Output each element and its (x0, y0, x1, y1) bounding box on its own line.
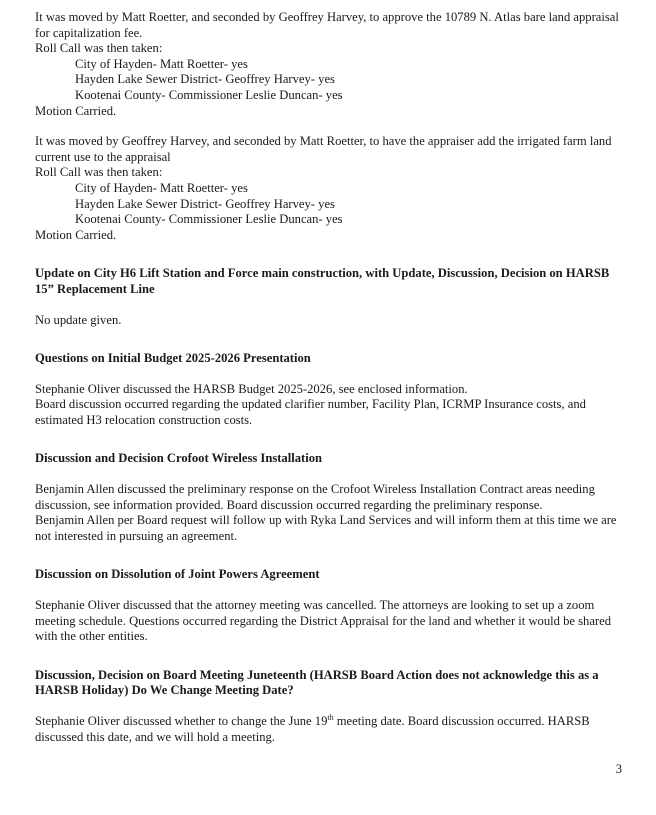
agenda-section (35, 266, 620, 328)
vote-line: Kootenai County- Commissioner Leslie Duncan- yes (75, 87, 343, 102)
motion-text: It was moved by Geoffrey Harvey, and seconded by Matt Roetter, to have the appraiser add the irrigated farm land current use to the appraisal (35, 134, 612, 164)
motion-block (35, 10, 620, 119)
vote-line: Hayden Lake Sewer District- Geoffrey Harvey- yes (75, 196, 335, 211)
document-page (35, 10, 620, 745)
page-number: 3 (615, 762, 622, 776)
section-heading: Update on City H6 Lift Station and Force main construction, with Update, Discussion, Decision on HARSB 15” Replacement Line (35, 266, 610, 296)
ordinal-suffix: th (327, 712, 334, 722)
roll-call-label: Roll Call was then taken: (35, 165, 163, 180)
section-paragraph: Benjamin Allen discussed the preliminary response on the Crofoot Wireless Installation Contract areas needing discussion, see information provided. Board discussion occurred regarding the preliminary response. (35, 482, 595, 512)
section-paragraph: Benjamin Allen per Board request will follow up with Ryka Land Services and will inform them at this time we are not interested in pursuing an agreement. (35, 513, 617, 543)
motion-block (35, 134, 620, 243)
section-paragraph: No update given. (35, 312, 122, 327)
vote-line: Hayden Lake Sewer District- Geoffrey Harvey- yes (75, 72, 335, 87)
motion-result: Motion Carried. (35, 103, 117, 118)
section-paragraph: Stephanie Oliver discussed the HARSB Budget 2025-2026, see enclosed information. (35, 381, 468, 396)
vote-line: City of Hayden- Matt Roetter- yes (75, 56, 248, 71)
agenda-section (35, 567, 620, 644)
vote-line: City of Hayden- Matt Roetter- yes (75, 180, 248, 195)
roll-call-label: Roll Call was then taken: (35, 41, 163, 56)
section-paragraph (35, 714, 620, 745)
motion-result: Motion Carried. (35, 227, 117, 242)
section-paragraph: Board discussion occurred regarding the updated clarifier number, Facility Plan, ICRMP Insurance costs, and estimated H3 relocation construction costs. (35, 397, 586, 427)
section-heading: Discussion on Dissolution of Joint Powers Agreement (35, 567, 320, 582)
agenda-section (35, 668, 620, 745)
agenda-section (35, 451, 620, 544)
section-paragraph: Stephanie Oliver discussed that the attorney meeting was cancelled. The attorneys are looking to set up a zoom meeting schedule. Questions occurred regarding the District Appraisal for the land and whether it would be shared with the other entities. (35, 598, 611, 644)
paragraph-text: Stephanie Oliver discussed whether to change the June 19 (35, 714, 328, 728)
paragraph-text: meeting date. Board discussion occurred. HARSB discussed this date, and we will hold a meeting. (35, 714, 590, 744)
section-heading: Discussion and Decision Crofoot Wireless Installation (35, 451, 323, 466)
motion-text: It was moved by Matt Roetter, and seconded by Geoffrey Harvey, to approve the 10789 N. Atlas bare land appraisal for capitalization fee. (35, 10, 619, 40)
vote-line: Kootenai County- Commissioner Leslie Duncan- yes (75, 212, 343, 227)
section-heading: Questions on Initial Budget 2025-2026 Presentation (35, 351, 311, 366)
agenda-section (35, 351, 620, 428)
section-heading: Discussion, Decision on Board Meeting Juneteenth (HARSB Board Action does not acknowledge this as a HARSB Holiday) Do We Change Meeting Date? (35, 667, 599, 698)
